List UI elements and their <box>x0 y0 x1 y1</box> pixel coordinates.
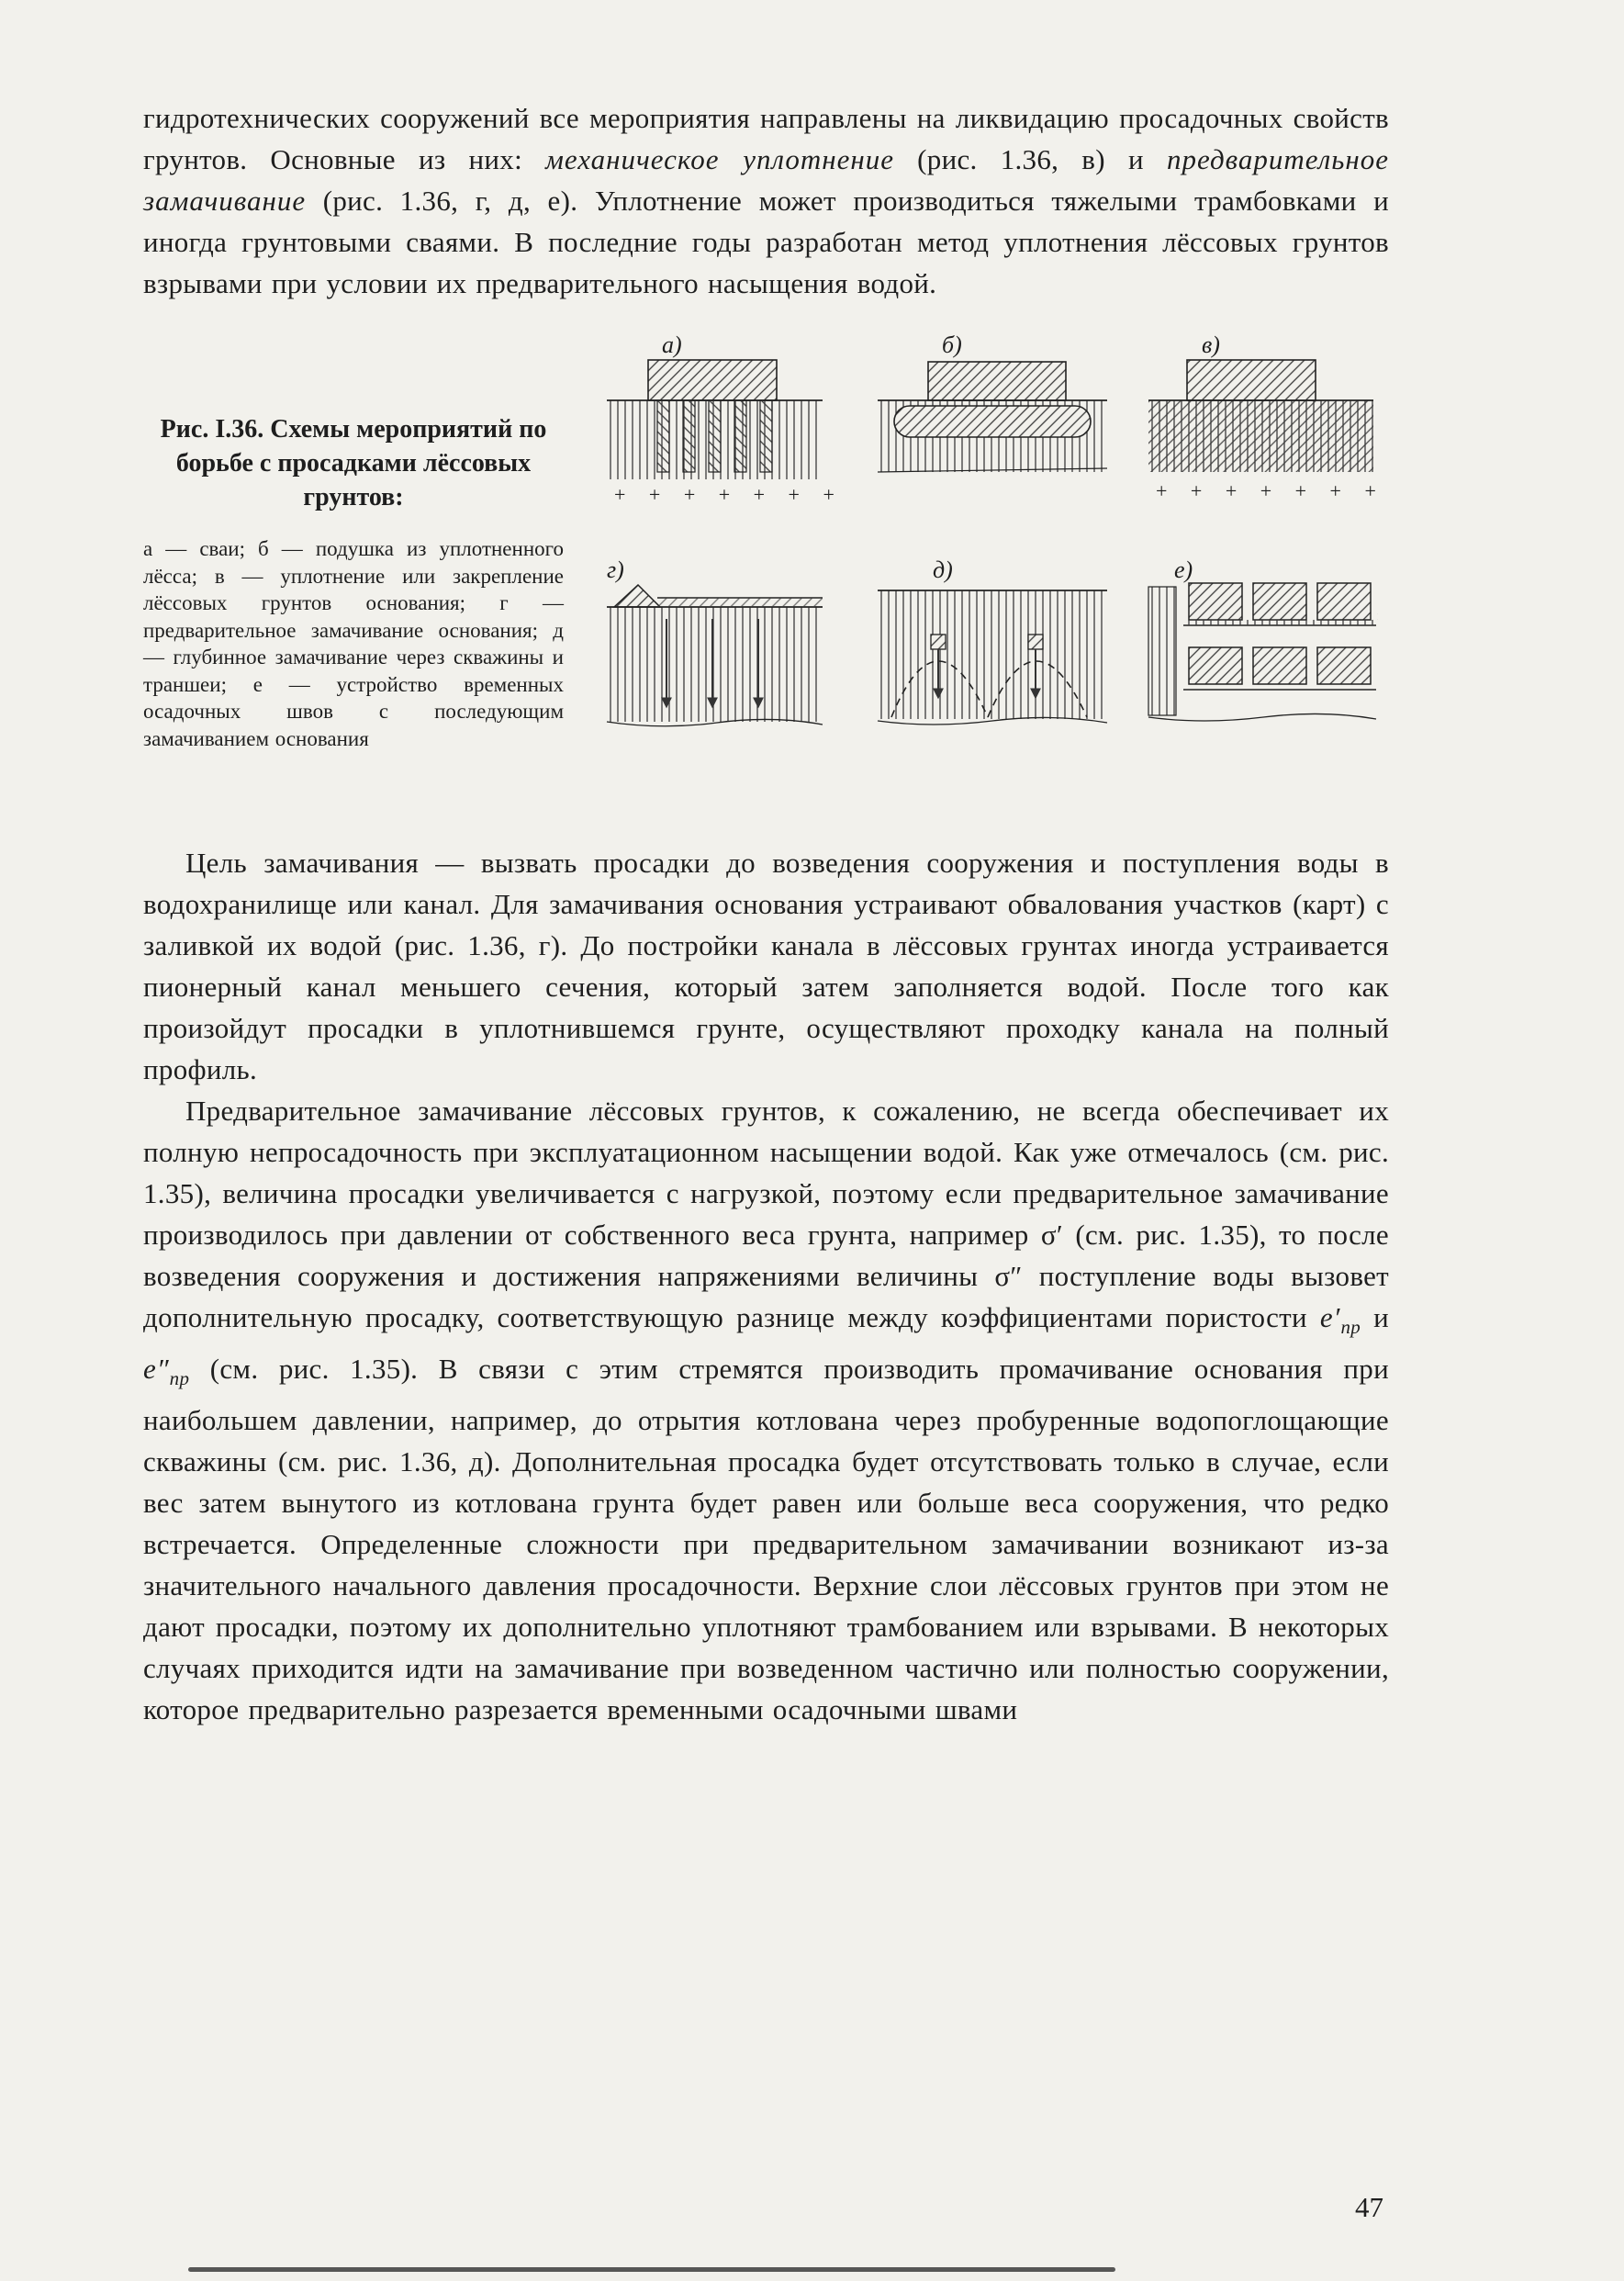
panel-b-building <box>928 362 1066 400</box>
body-text <box>143 842 1389 1730</box>
panel-v-plus-row: + + + + + + + <box>1156 479 1378 502</box>
figure-1-36 <box>143 330 1389 789</box>
panel-e-block <box>1317 583 1371 620</box>
void-ratio-sub-2: пр <box>169 1367 190 1390</box>
panel-b-label: б) <box>942 331 962 358</box>
figure-caption-body: а — сваи; б — подушка из уплотненного лёсса; в — уплотнение или закрепление лёссовых грунтов основания; г — предварительное замачивание основания; д — глубинное замачивание через скважины и траншеи; е — устройство временных осадочных швов с последующим замачиванием основания <box>143 537 564 750</box>
body-p2-text-2: и <box>1361 1301 1389 1333</box>
panel-v-label: в) <box>1202 331 1220 358</box>
panel-g-label: г) <box>607 556 624 583</box>
panel-d-well <box>1028 635 1043 649</box>
panel-g-soil <box>607 607 823 722</box>
panel-g-water-layer <box>657 598 823 607</box>
intro-text-3: (рис. 1.36, г, д, е). Уплотнение может производиться тяжелыми трамбовками и иногда грунтовыми сваями. В последние годы разработан метод уплотнения лёссовых грунтов взрывами при условии их предварительного насыщения водой. <box>143 185 1389 299</box>
body-paragraph-2 <box>143 1090 1389 1730</box>
body-p2-text-3: (см. рис. 1.35). В связи с этим стремятся производить промачивание основания при наибольшем давлении, например, до отрытия котлована через пробуренные водопоглощающие скважины (см. рис. 1.36, д). Дополнительная просадка будет отсутствовать только в случае, если вес затем вынутого из котлована грунта будет равен или больше веса сооружения, что редко встречается. Определенные сложности при предварительном замачивании возникают из-за значительного начального давления просадочности. Верхние слои лёссовых грунтов при этом не дают просадки, поэтому их дополнительно уплотняют трамбованием или взрывами. В некоторых случаях приходится идти на замачивание при возведенном частично или полностью сооружении, которое предварительно разрезается временными осадочными швами <box>143 1353 1389 1726</box>
panel-b-diagram <box>878 331 1107 472</box>
panel-d-diagram <box>878 556 1107 725</box>
panel-e-joint-strip <box>1183 620 1376 625</box>
figure-diagram-area <box>573 330 1389 789</box>
panel-a-diagram <box>607 331 844 506</box>
panel-d-label: д) <box>933 556 953 583</box>
intro-italic-2: предварительное замачивание <box>143 143 1390 217</box>
figure-caption-title: Рис. I.36. Схемы мероприятий по борьбе с просадками лёссовых грунтов: <box>160 415 547 511</box>
intro-text-1: гидротехнических сооружений все мероприятия направлены на ликвидацию просадочных свойств грунтов. Основные из них: <box>143 102 1389 175</box>
panel-d-soil <box>878 590 1107 719</box>
panel-a-pile <box>683 400 695 472</box>
panel-d-well <box>931 635 946 649</box>
panel-e-block <box>1253 647 1306 684</box>
panel-g-diagram <box>607 556 823 726</box>
panel-a-pile <box>760 400 772 472</box>
panel-a-pile <box>657 400 669 472</box>
panel-g-dike <box>614 585 660 607</box>
body-paragraph-1: Цель замачивания — вызвать просадки до возведения сооружения и поступления воды в водохранилище или канал. Для замачивания основания устраивают обвалования участков (карт) с заливкой их водой (рис. 1.36, г). До постройки канала в лёссовых грунтах иногда устраивается пионерный канал меньшего сечения, который затем заполняется водой. После того как произойдут просадки в уплотнившемся грунте, осуществляют проходку канала на полный профиль. <box>143 847 1389 1085</box>
intro-paragraph <box>143 97 1389 304</box>
page-number: 47 <box>1355 2191 1383 2223</box>
panel-e-diagram <box>1148 556 1378 721</box>
panel-v-building <box>1187 360 1316 400</box>
figure-caption <box>143 330 573 789</box>
intro-text-2: (рис. 1.36, в) и <box>894 143 1167 175</box>
panel-a-pile <box>734 400 746 472</box>
void-ratio-sub-1: пр <box>1340 1316 1361 1339</box>
panel-b-cushion <box>894 406 1091 437</box>
panel-e-block <box>1317 647 1371 684</box>
panel-e-block <box>1253 583 1306 620</box>
panel-a-label: а) <box>662 331 682 358</box>
panel-v-diagram <box>1148 331 1378 502</box>
panel-e-soil-column <box>1148 587 1176 715</box>
panel-a-plus-row: + + + + + + + <box>614 483 844 506</box>
scan-edge-artifact <box>188 2267 1115 2272</box>
panel-a-building <box>648 360 777 400</box>
void-ratio-symbol-2: e″ <box>143 1353 170 1386</box>
panel-e-label: е) <box>1174 556 1193 583</box>
body-p2-text-1: Предварительное замачивание лёссовых грунтов, к сожалению, не всегда обеспечивает их полную непросадочность при эксплуатационном насыщении водой. Как уже отмечалось (см. рис. 1.35), величина просадки увеличивается с нагрузкой, поэтому если предварительное замачивание производилось при давлении от собственного веса грунта, например σ′ (см. рис. 1.35), то после возведения сооружения и достижения напряжениями величины σ″ поступление воды вызовет дополнительную просадку, соответствующую разнице между коэффициентами пористости <box>143 1095 1389 1333</box>
figure-diagrams <box>602 330 1378 770</box>
panel-e-block <box>1189 583 1242 620</box>
panel-a-pile <box>709 400 721 472</box>
panel-v-compacted-zone <box>1148 400 1373 472</box>
void-ratio-symbol-1: e′ <box>1319 1301 1341 1333</box>
panel-e-block <box>1189 647 1242 684</box>
intro-italic-1: механическое уплотнение <box>545 143 895 175</box>
